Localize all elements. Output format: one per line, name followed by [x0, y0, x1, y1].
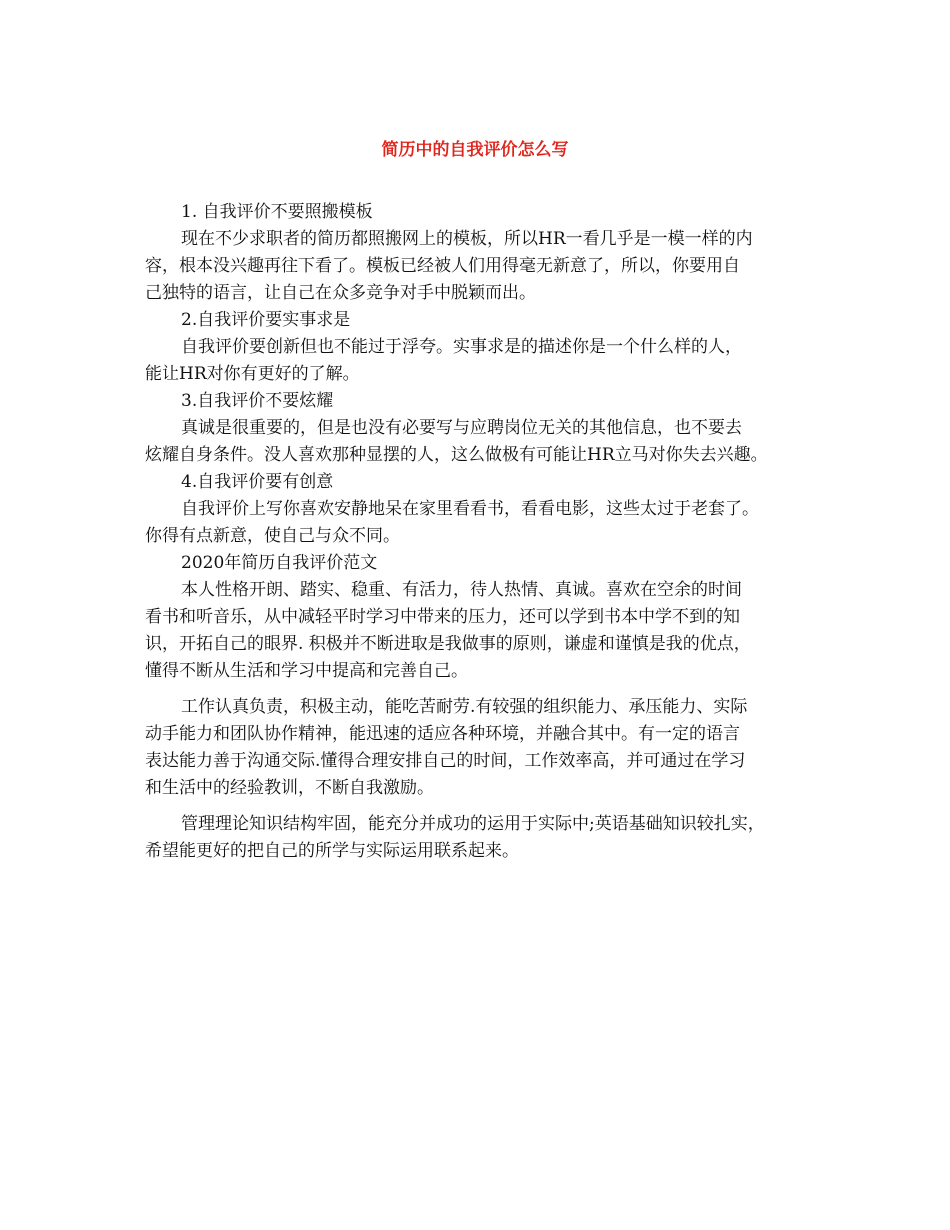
paragraph-line: 能让HR对你有更好的了解。 [145, 364, 360, 384]
paragraph-line: 炫耀自身条件。没人喜欢那种显摆的人，这么做极有可能让HR立马对你失去兴趣。 [145, 445, 768, 465]
section-heading-1: 1. 自我评价不要照搬模板 [181, 202, 373, 222]
paragraph-line: 动手能力和团队协作精神，能迅速的适应各种环境，并融合其中。有一定的语言 [145, 724, 740, 744]
document-body [145, 199, 805, 865]
section-heading-sample: 2020年简历自我评价范文 [181, 553, 378, 573]
paragraph-line: 本人性格开朗、踏实、稳重、有活力，待人热情、真诚。喜欢在空余的时间 [181, 580, 742, 600]
section-heading-2: 2.自我评价要实事求是 [181, 310, 351, 330]
paragraph-line: 懂得不断从生活和学习中提高和完善自己。 [145, 661, 468, 681]
section-heading-3: 3.自我评价不要炫耀 [181, 391, 334, 411]
paragraph-line: 识，开拓自己的眼界. 积极并不断进取是我做事的原则，谦虚和谨慎是我的优点， [145, 634, 751, 654]
paragraph-line: 自我评价要创新但也不能过于浮夸。实事求是的描述你是一个什么样的人， [181, 337, 742, 357]
paragraph-line: 工作认真负责，积极主动，能吃苦耐劳.有较强的组织能力、承压能力、实际 [181, 697, 748, 717]
paragraph-line: 表达能力善于沟通交际.懂得合理安排自己的时间，工作效率高，并可通过在学习 [145, 751, 746, 771]
paragraph-line: 容，根本没兴趣再往下看了。模板已经被人们用得毫无新意了，所以，你要用自 [145, 256, 740, 276]
paragraph-line: 自我评价上写你喜欢安静地呆在家里看看书，看看电影，这些太过于老套了。 [181, 499, 759, 519]
paragraph-line: 你得有点新意，使自己与众不同。 [145, 526, 400, 546]
section-heading-4: 4.自我评价要有创意 [181, 472, 334, 492]
paragraph-line: 己独特的语言，让自己在众多竞争对手中脱颖而出。 [145, 283, 536, 303]
paragraph-line: 希望能更好的把自己的所学与实际运用联系起来。 [145, 841, 519, 861]
paragraph-line: 看书和听音乐，从中减轻平时学习中带来的压力，还可以学到书本中学不到的知 [145, 607, 740, 627]
paragraph-line: 和生活中的经验教训，不断自我激励。 [145, 778, 434, 798]
paragraph-line: 管理理论知识结构牢固，能充分并成功的运用于实际中;英语基础知识较扎实， [181, 814, 765, 834]
paragraph-line: 现在不少求职者的简历都照搬网上的模板，所以HR一看几乎是一模一样的内 [181, 229, 753, 249]
document-title: 简历中的自我评价怎么写 [381, 140, 569, 160]
paragraph-line: 真诚是很重要的，但是也没有必要写与应聘岗位无关的其他信息，也不要去 [181, 418, 742, 438]
